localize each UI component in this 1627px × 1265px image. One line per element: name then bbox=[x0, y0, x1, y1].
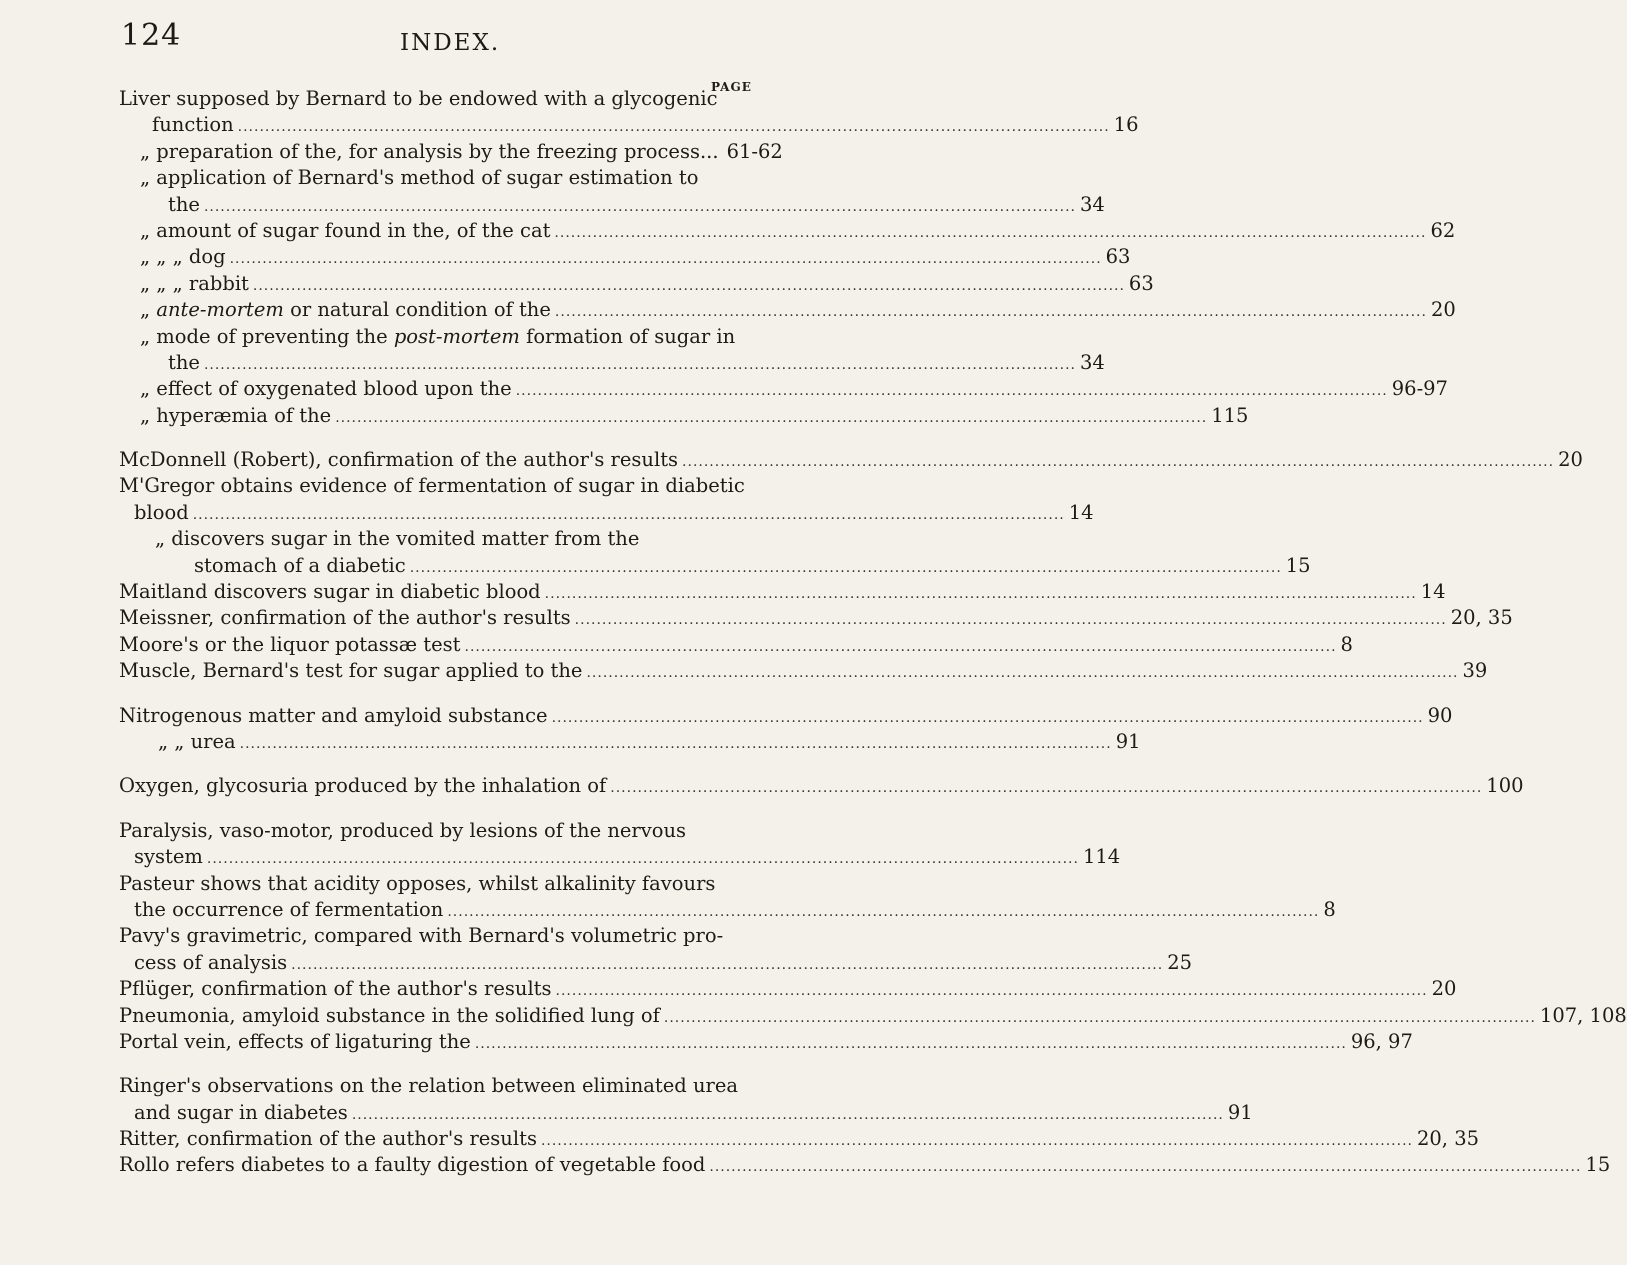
dot-leader: ................................................................................................................................................................ bbox=[663, 1009, 1536, 1026]
dot-leader: ................................................................................................................................................................ bbox=[192, 506, 1065, 523]
index-line bbox=[0, 703, 1453, 729]
index-line bbox=[0, 818, 800, 844]
dot-leader: ................................................................................................................................................................ bbox=[203, 198, 1076, 215]
page-reference: 114 bbox=[1082, 845, 1121, 869]
index-line bbox=[0, 1073, 800, 1099]
index-line bbox=[0, 579, 1446, 605]
index-line bbox=[0, 350, 1105, 376]
entry-text: Pavy's gravimetric, compared with Bernard's volumetric pro- bbox=[119, 924, 724, 948]
entry-text: „ hyperæmia of the bbox=[140, 403, 332, 427]
page-reference: 107, 108 bbox=[1539, 1003, 1627, 1027]
page-reference: 115 bbox=[1211, 403, 1249, 427]
entry-text: „ „ urea bbox=[158, 729, 236, 753]
dot-leader: ................................................................................................................................................................ bbox=[555, 983, 1428, 1000]
page-reference: 63 bbox=[1128, 271, 1154, 295]
entry-text: „ discovers sugar in the vomited matter from the bbox=[155, 527, 640, 551]
page-number: 124 bbox=[121, 18, 182, 53]
dot-leader: ................................................................................................................................................................ bbox=[409, 559, 1282, 576]
entry-text: „ „ „ dog bbox=[140, 245, 226, 269]
page-reference: 20, 35 bbox=[1416, 1127, 1480, 1151]
entry-text: Paralysis, vaso-motor, produced by lesions of the nervous bbox=[119, 818, 687, 842]
index-block bbox=[0, 773, 1524, 799]
index-line bbox=[0, 1152, 1611, 1178]
index-entries bbox=[0, 86, 1627, 1197]
running-head: INDEX. bbox=[400, 30, 501, 56]
index-line bbox=[0, 403, 1249, 429]
index-line bbox=[0, 729, 1141, 755]
entry-text: the occurrence of fermentation bbox=[134, 897, 444, 921]
dot-leader: ................................................................................................................................................................ bbox=[682, 454, 1555, 471]
entry-text: Moore's or the liquor potassæ test bbox=[119, 632, 461, 656]
page-reference: 91 bbox=[1115, 729, 1141, 753]
index-line bbox=[0, 844, 1121, 870]
dot-leader: ................................................................................................................................................................ bbox=[586, 665, 1459, 682]
index-line bbox=[0, 112, 1139, 138]
index-line bbox=[0, 773, 1524, 799]
page-reference: 100 bbox=[1486, 774, 1524, 798]
entry-text: system bbox=[134, 845, 203, 869]
entry-text: Oxygen, glycosuria produced by the inhalation of bbox=[119, 774, 607, 798]
page-reference: 20, 35 bbox=[1450, 606, 1513, 630]
dot-leader: ................................................................................................................................................................ bbox=[464, 638, 1337, 655]
index-line bbox=[0, 447, 1583, 473]
page-reference: 61-62 bbox=[726, 139, 783, 163]
index-line bbox=[0, 658, 1488, 684]
entry-text: McDonnell (Robert), confirmation of the author's results bbox=[119, 448, 679, 472]
index-block bbox=[0, 1073, 1611, 1179]
entry-text: Nitrogenous matter and amyloid substance bbox=[119, 703, 548, 727]
index-line bbox=[0, 976, 1457, 1002]
entry-text: Ritter, confirmation of the author's results bbox=[119, 1127, 537, 1151]
dot-leader: ................................................................................................................................................................ bbox=[574, 612, 1447, 629]
index-block bbox=[0, 447, 1583, 685]
index-line bbox=[0, 297, 1456, 323]
index-line bbox=[0, 192, 1105, 218]
dot-leader: ................................................................................................................................................................ bbox=[239, 735, 1112, 752]
page-column-label: PAGE bbox=[711, 80, 752, 94]
entry-text: „ ante-mortem or natural condition of the bbox=[140, 298, 551, 322]
entry-text: „ amount of sugar found in the, of the cat bbox=[140, 218, 551, 242]
index-line bbox=[0, 1126, 1480, 1152]
page-reference: 8 bbox=[1323, 897, 1336, 921]
entry-text: blood bbox=[134, 500, 189, 524]
dot-leader: ................................................................................................................................................................ bbox=[544, 586, 1417, 603]
entry-text: Liver supposed by Bernard to be endowed with a glycogenic bbox=[119, 87, 718, 110]
index-line bbox=[0, 218, 1456, 244]
entry-text: cess of analysis bbox=[134, 950, 288, 974]
index-line bbox=[0, 950, 1193, 976]
page-reference: 96-97 bbox=[1391, 377, 1448, 401]
index-line bbox=[0, 271, 1154, 297]
entry-text: „ preparation of the, for analysis by the freezing process... bbox=[140, 139, 719, 163]
page-reference: 90 bbox=[1427, 703, 1453, 727]
dot-leader: ................................................................................................................................................................ bbox=[554, 224, 1427, 241]
index-line bbox=[0, 897, 1336, 923]
index-line bbox=[0, 871, 800, 897]
index-line bbox=[0, 1003, 1627, 1029]
index-line bbox=[0, 553, 1311, 579]
entry-text: Pneumonia, amyloid substance in the solidified lung of bbox=[119, 1003, 660, 1027]
dot-leader: ................................................................................................................................................................ bbox=[351, 1106, 1224, 1123]
index-block bbox=[0, 86, 1456, 429]
dot-leader: ................................................................................................................................................................ bbox=[237, 119, 1110, 136]
dot-leader: ................................................................................................................................................................ bbox=[474, 1035, 1347, 1052]
entry-text: Portal vein, effects of ligaturing the bbox=[119, 1029, 471, 1053]
dot-leader: ................................................................................................................................................................ bbox=[610, 780, 1483, 797]
dot-leader: ................................................................................................................................................................ bbox=[335, 409, 1208, 426]
entry-text: Pasteur shows that acidity opposes, whilst alkalinity favours bbox=[119, 871, 716, 895]
dot-leader: ................................................................................................................................................................ bbox=[540, 1133, 1413, 1150]
index-line bbox=[0, 500, 1094, 526]
dot-leader: ................................................................................................................................................................ bbox=[206, 851, 1079, 868]
entry-text: Pflüger, confirmation of the author's results bbox=[119, 977, 552, 1001]
index-line bbox=[0, 165, 800, 191]
entry-text: Maitland discovers sugar in diabetic blood bbox=[119, 580, 541, 604]
page-reference: 15 bbox=[1585, 1153, 1611, 1177]
index-line bbox=[0, 923, 800, 949]
page-reference: 8 bbox=[1340, 632, 1353, 656]
entry-text: „ application of Bernard's method of sugar estimation to bbox=[140, 166, 699, 190]
page-reference: 20 bbox=[1558, 448, 1583, 472]
index-line bbox=[0, 244, 1131, 270]
dot-leader: ................................................................................................................................................................ bbox=[709, 1159, 1582, 1176]
index-line bbox=[0, 86, 800, 112]
index-block bbox=[0, 818, 1627, 1056]
page-reference: 20 bbox=[1431, 977, 1457, 1001]
page-reference: 34 bbox=[1079, 192, 1105, 216]
index-line bbox=[0, 605, 1513, 631]
page-reference: 15 bbox=[1285, 553, 1311, 577]
page-reference: 14 bbox=[1068, 500, 1094, 524]
dot-leader: ................................................................................................................................................................ bbox=[554, 304, 1427, 321]
index-line bbox=[0, 526, 800, 552]
page-reference: 34 bbox=[1079, 350, 1105, 374]
index-line bbox=[0, 1100, 1253, 1126]
index-line bbox=[0, 632, 1353, 658]
page-reference: 14 bbox=[1420, 580, 1446, 604]
dot-leader: ................................................................................................................................................................ bbox=[229, 251, 1102, 268]
dot-leader: ................................................................................................................................................................ bbox=[447, 903, 1320, 920]
entry-text: „ „ „ rabbit bbox=[140, 271, 249, 295]
entry-text: Ringer's observations on the relation between eliminated urea bbox=[119, 1074, 739, 1098]
entry-text: function bbox=[152, 113, 234, 137]
page-reference: 20 bbox=[1430, 298, 1456, 322]
page-reference: 96, 97 bbox=[1350, 1029, 1413, 1053]
entry-text: „ mode of preventing the post-mortem formation of sugar in bbox=[140, 324, 736, 348]
entry-text: Rollo refers diabetes to a faulty digestion of vegetable food bbox=[119, 1153, 706, 1177]
entry-text: the bbox=[168, 350, 200, 374]
index-block bbox=[0, 703, 1453, 756]
dot-leader: ................................................................................................................................................................ bbox=[515, 383, 1388, 400]
page-reference: 39 bbox=[1462, 659, 1488, 683]
page-reference: 91 bbox=[1227, 1100, 1253, 1124]
entry-text: „ effect of oxygenated blood upon the bbox=[140, 377, 512, 401]
entry-text: Muscle, Bernard's test for sugar applied to the bbox=[119, 659, 583, 683]
index-line bbox=[0, 473, 800, 499]
entry-text: Meissner, confirmation of the author's results bbox=[119, 606, 571, 630]
dot-leader: ................................................................................................................................................................ bbox=[291, 956, 1164, 973]
entry-text: M'Gregor obtains evidence of fermentation of sugar in diabetic bbox=[119, 474, 745, 498]
dot-leader: ................................................................................................................................................................ bbox=[551, 709, 1424, 726]
index-line bbox=[0, 324, 800, 350]
entry-text: stomach of a diabetic bbox=[194, 553, 406, 577]
dot-leader: ................................................................................................................................................................ bbox=[252, 277, 1125, 294]
dot-leader: ................................................................................................................................................................ bbox=[203, 356, 1076, 373]
page-reference: 25 bbox=[1167, 950, 1193, 974]
entry-text: the bbox=[168, 192, 200, 216]
page-reference: 63 bbox=[1105, 245, 1131, 269]
entry-text: and sugar in diabetes bbox=[134, 1100, 348, 1124]
page-reference: 62 bbox=[1430, 218, 1456, 242]
index-line bbox=[0, 1029, 1413, 1055]
index-line bbox=[0, 139, 800, 165]
index-line bbox=[0, 376, 1448, 402]
page-reference: 16 bbox=[1113, 113, 1139, 137]
